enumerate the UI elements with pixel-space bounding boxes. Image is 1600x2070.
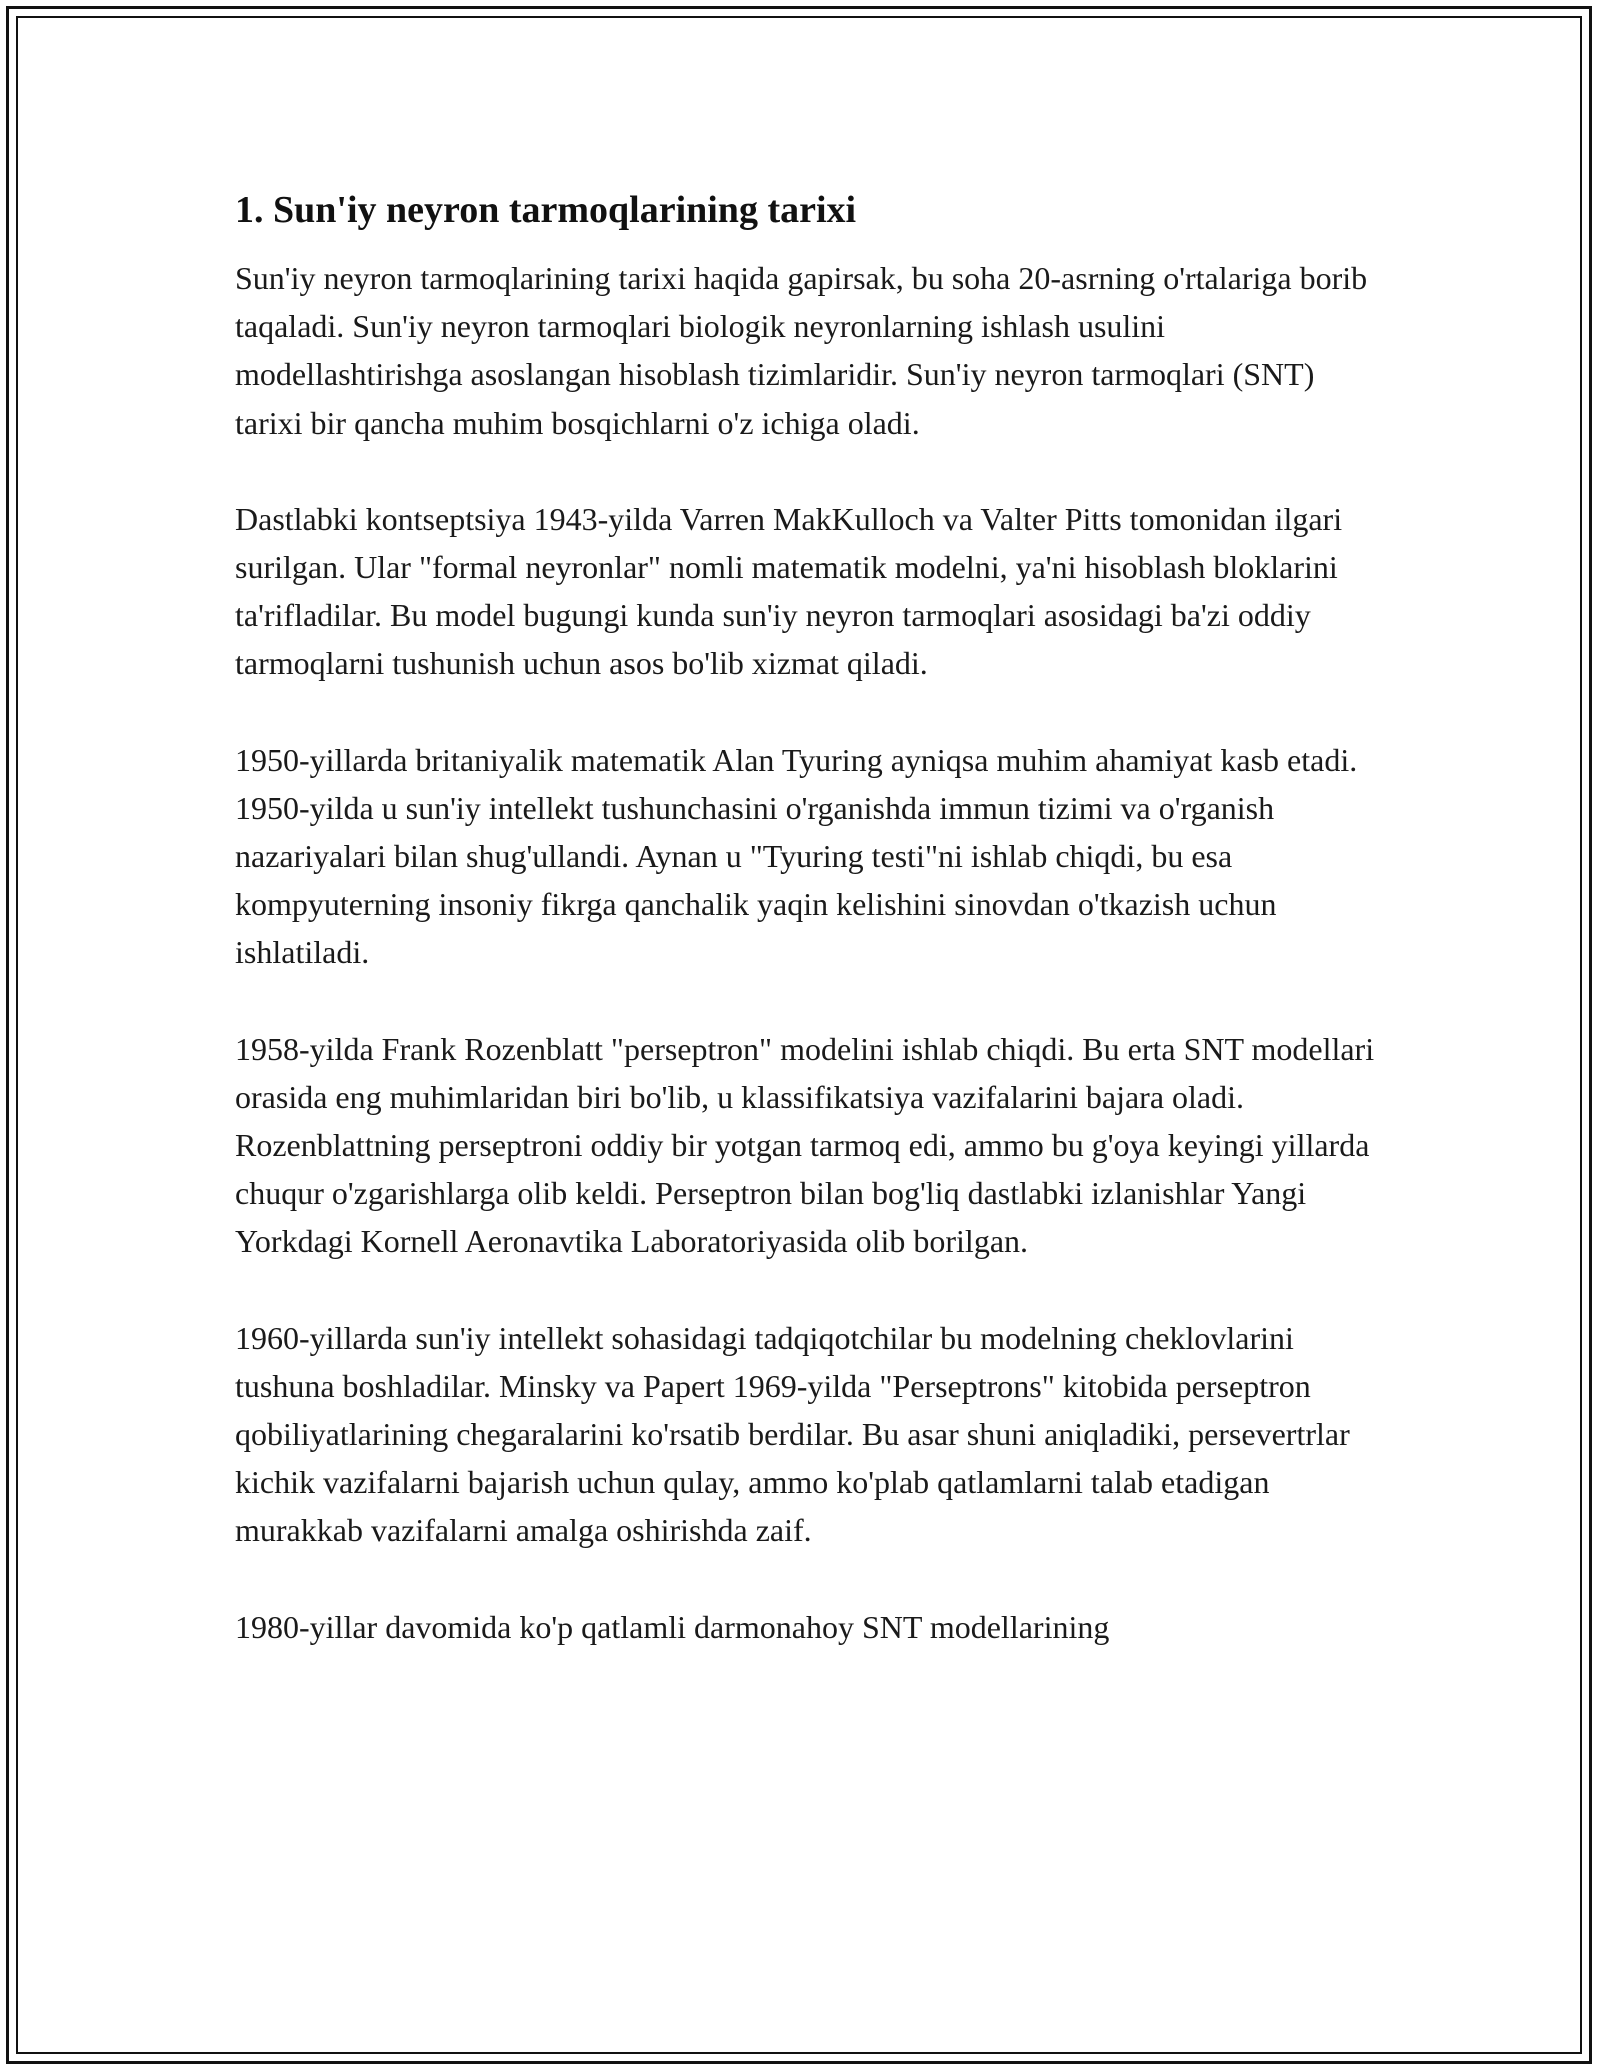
section-heading: 1. Sun'iy neyron tarmoqlarining tarixi — [235, 189, 857, 231]
document-body — [235, 186, 1375, 1699]
paragraph-1950s: 1950-yillarda britaniyalik matematik Alan Tyuring ayniqsa muhim ahamiyat kasb etadi. 1950-yilda u sun'iy intellekt tushunchasini o'rganishda immun tizimi va o'rganish nazariyalari bilan shug'ullandi. Aynan u "Tyuring testi"ni ishlab chiqdi, bu esa kompyuterning insoniy fikrga qanchalik yaqin kelishini sinovdan o'tkazish uchun ishlatiladi. — [235, 741, 1358, 971]
paragraph-1960s: 1960-yillarda sun'iy intellekt sohasidagi tadqiqotchilar bu modelning cheklovlarini tushuna boshladilar. Minsky va Papert 1969-yilda "Perseptrons" kitobida perseptron qobiliyatlarining chegaralarini ko'rsatib berdilar. Bu asar shuni aniqladiki, persevertrlar kichik vazifalarni bajarish uchun qulay, ammo ko'plab qatlamlarni talab etadigan murakkab vazifalarni amalga oshirishda zaif. — [235, 1319, 1350, 1549]
paragraph-1958: 1958-yilda Frank Rozenblatt "perseptron" modelini ishlab chiqdi. Bu erta SNT modellari orasida eng muhimlaridan biri bo'lib, u klassifikatsiya vazifalarini bajara oladi. Rozenblattning perseptroni oddiy bir yotgan tarmoq edi, ammo bu g'oya keyingi yillarda chuqur o'zgarishlarga olib keldi. Perseptron bilan bog'liq dastlabki izlanishlar Yangi Yorkdagi Kornell Aeronavtika Laboratoriyasida olib borilgan. — [235, 1030, 1375, 1260]
paragraph-1980s: 1980-yillar davomida ko'p qatlamli darmonahoy SNT modellarining — [235, 1608, 1110, 1645]
paragraph-1943: Dastlabki kontseptsiya 1943-yilda Varren MakKulloch va Valter Pitts tomonidan ilgari surilgan. Ular "formal neyronlar" nomli matematik modelni, ya'ni hisoblash bloklarini ta'rifladilar. Bu model bugungi kunda sun'iy neyron tarmoqlari asosidagi ba'zi oddiy tarmoqlarni tushunish uchun asos bo'lib xizmat qiladi. — [235, 500, 1343, 682]
paragraph-intro: Sun'iy neyron tarmoqlarining tarixi haqida gapirsak, bu soha 20-asrning o'rtalariga borib taqaladi. Sun'iy neyron tarmoqlari biologik neyronlarning ishlash usulini modellashtirishga asoslangan hisoblash tizimlaridir. Sun'iy neyron tarmoqlari (SNT) tarixi bir qancha muhim bosqichlarni o'z ichiga oladi. — [235, 260, 1368, 441]
